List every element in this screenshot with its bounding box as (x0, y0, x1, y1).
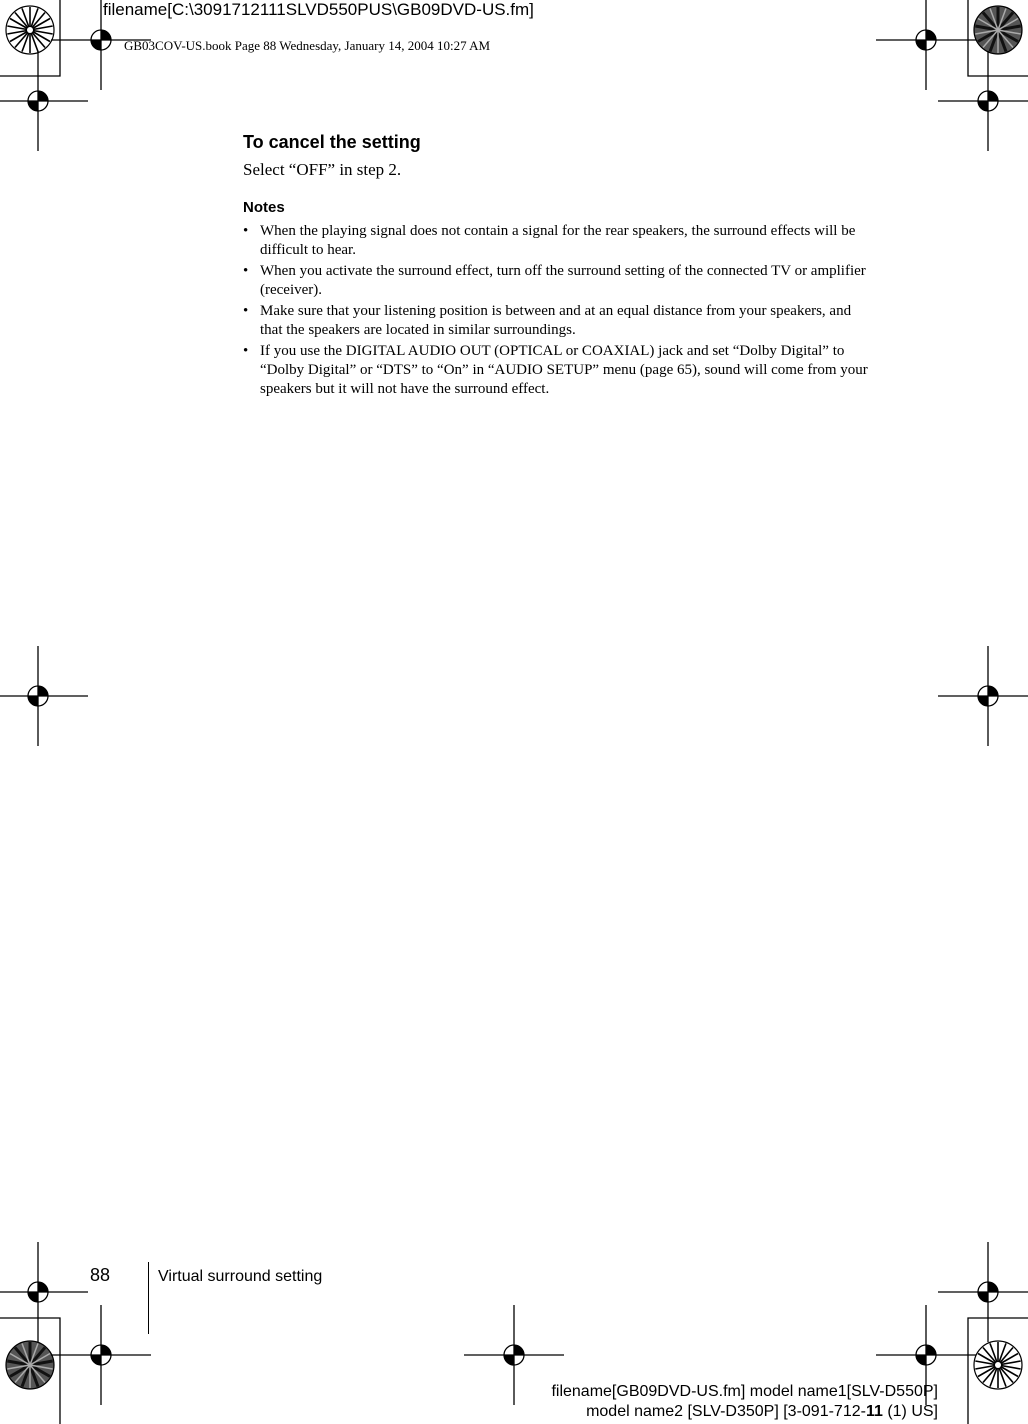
color-target-icon (974, 6, 1022, 54)
bullet-icon: • (243, 343, 249, 359)
color-target-icon (6, 1341, 54, 1389)
registration-mark-icon (938, 1242, 1028, 1342)
instruction-text: Select “OFF” in step 2. (243, 160, 402, 179)
registration-mark-icon (51, 1305, 151, 1405)
header-filename: filename[C:\3091712111SLVD550PUS\GB09DVD-US.fm] (103, 0, 534, 19)
note-item (243, 262, 875, 300)
footer-divider (148, 1262, 149, 1334)
main-content (243, 130, 875, 401)
page-number: 88 (90, 1265, 111, 1285)
note-item (243, 342, 875, 399)
note-text: If you use the DIGITAL AUDIO OUT (OPTICAL or COAXIAL) jack and set “Dolby Digital” to “Dolby Digital” or “DTS” to “On” in “AUDIO SETUP” menu (page 65), sound will come from your speakers but it will not have the surround effect. (260, 343, 868, 397)
note-text: When the playing signal does not contain a signal for the rear speakers, the surround effects will be difficult to hear. (260, 223, 856, 258)
registration-mark-icon (938, 646, 1028, 746)
running-footer-title: Virtual surround setting (158, 1268, 323, 1285)
note-text: Make sure that your listening position is between and at an equal distance from your speakers, and that the speakers are located in similar surroundings. (260, 303, 852, 338)
header-book-info: GB03COV-US.book Page 88 Wednesday, January 14, 2004 10:27 AM (124, 38, 491, 53)
note-text: When you activate the surround effect, turn off the surround setting of the connected TV or amplifier (receiver). (260, 263, 866, 298)
note-item (243, 302, 875, 340)
registration-mark-icon (0, 646, 88, 746)
notes-heading: Notes (243, 199, 285, 216)
bullet-icon: • (243, 263, 249, 279)
registration-mark-icon (464, 1305, 564, 1405)
registration-mark-icon (0, 51, 88, 151)
bullet-icon: • (243, 223, 249, 239)
registration-mark-icon (876, 0, 976, 90)
color-target-icon (974, 1341, 1022, 1389)
color-target-icon (6, 6, 54, 54)
notes-list (243, 222, 875, 399)
note-item (243, 222, 875, 260)
footer-model-suffix: (1) US] (882, 1403, 938, 1420)
bullet-icon: • (243, 303, 249, 319)
footer-filename (551, 1382, 938, 1422)
registration-mark-icon (0, 1242, 88, 1342)
registration-mark-icon (938, 51, 1028, 151)
footer-model-version: 11 (865, 1403, 883, 1420)
section-heading: To cancel the setting (243, 132, 421, 152)
footer-filename-line2 (551, 1402, 938, 1422)
footer-filename-line1: filename[GB09DVD-US.fm] model name1[SLV-D550P] (551, 1383, 938, 1400)
footer-model-prefix: model name2 [SLV-D350P] [3-091-712- (586, 1403, 866, 1420)
